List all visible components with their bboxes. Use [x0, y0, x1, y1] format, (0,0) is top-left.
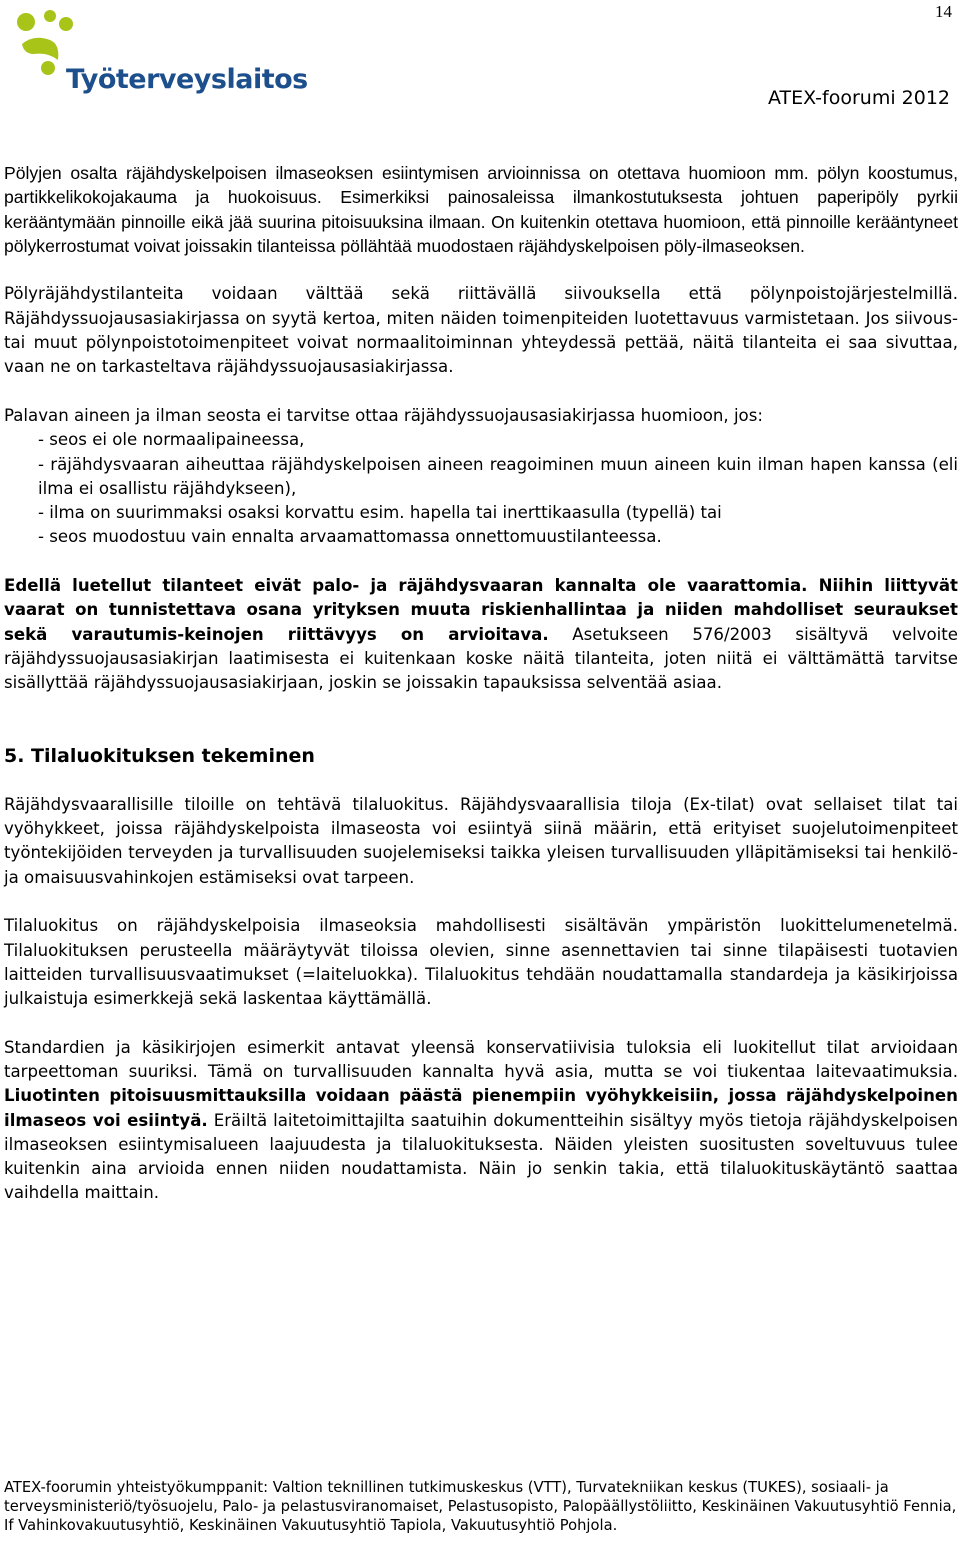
list-item: - seos muodostuu vain ennalta arvaamattomassa onnettomuustilanteessa. [38, 527, 662, 547]
forum-name: ATEX-foorumi 2012 [767, 87, 950, 109]
exceptions-list [4, 428, 958, 549]
paragraph-classification: Räjähdysvaarallisille tiloille on tehtävä tilaluokitus. Räjähdysvaarallisia tiloja (Ex-tilat) ovat sellaiset tilat tai vyöhykkeet, joissa räjähdyskelpoista ilmaseosta voi esiintyä siinä määrin, että erityiset suojelutoimenpiteet työntekijöiden terveyden ja turvallisuuden suojelemiseksi taikka yleisen turvallisuuden ylläpitämiseksi tai henkilö- ja omaisuusvahinkojen estämiseksi ovat tarpeen. [4, 794, 958, 887]
paragraph-dust-part-a: Pölyjen osalta räjähdyskelpoisen ilmaseoksen esiintymisen arvioinnissa on otettava huomioon mm. pölyn koostumus, partikkelikokojakauma ja huokoisuus. Esimerkiksi painosaleissa ilmankostutuksesta johtuen paperipöly pyrkii kerääntymään pinnoille eikä jää suurina pitoisuuksina ilmaan. [4, 163, 958, 232]
paragraph-standards [4, 1036, 958, 1206]
paragraph-exceptions-intro: Palavan aineen ja ilman seosta ei tarvitse ottaa räjähdyssuojausasiakirjassa huomioon, jos: [4, 405, 763, 425]
tyoterveyslaitos-logo [14, 8, 308, 98]
paragraph-risk [4, 574, 958, 695]
page-number: 14 [935, 2, 952, 21]
list-item: - ilma on suurimmaksi osaksi korvattu esim. hapella tai inerttikaasulla (typellä) tai [38, 503, 722, 523]
paragraph-classification-method: Tilaluokitus on räjähdyskelpoisia ilmaseoksia mahdollisesti sisältävän ympäristön luokittelumenetelmä. Tilaluokituksen perusteella määräytyvät tiloissa olevien, sinne asennettavien tai sinne tilapäisesti tuotavien laitteiden turvallisuusvaatimukset (=laiteluokka). Tilaluokitus tehdään noudattamalla standardeja ja käsikirjoissa julkaistuja esimerkkejä sekä laskentaa käyttämällä. [4, 916, 958, 1009]
paragraph-dust [4, 161, 958, 258]
paragraph-standards-part-a: Standardien ja käsikirjojen esimerkit antavat yleensä konservatiivisia tuloksia eli luokitellut tilat arvioidaan tarpeettoman suuriksi. Tämä on turvallisuuden kannalta hyvä asia, mutta se voi tiukentaa laitevaatimuksia. [4, 1037, 958, 1081]
footer-partners: ATEX-foorumin yhteistyökumppanit: Valtion teknillinen tutkimuskeskus (VTT), Turvatekniikan keskus (TUKES), sosiaali- ja terveysministeriö/työsuojelu, Palo- ja pelastusviranomaiset, Pelastusopisto, Palopäällystöliitto, Keskinäinen Vakuutusyhtiö Fennia, If Vahinkovakuutusyhtiö, Keskinäinen Vakuutusyhtiö Tapiola, Vakuutusyhtiö Pohjola. [4, 1479, 957, 1535]
paragraph-dust-prevention: Pölyräjähdystilanteita voidaan välttää sekä riittävällä siivouksella että pölynpoistojärjestelmillä. Räjähdyssuojausasiakirjassa on syytä kertoa, miten näiden toimenpiteiden luotettavuus varmistetaan. Jos siivous- tai muut pölynpoistotoimenpiteet voivat normaalitoiminnan yhteydessä pettää, näitä tilanteita ei saa sivuttaa, vaan ne on tarkasteltava räjähdyssuojausasiakirjassa. [4, 284, 958, 377]
paragraph-risk-rest: Asetukseen 576/2003 sisältyvä velvoite räjähdyssuojausasiakirjan laatimisesta ei kuitenkaan koske näitä tilanteita, joten niitä ei välttämättä tarvitse sisällyttää räjähdyssuojausasiakirjaan, joskin se joissakin tapauksissa selventää asiaa. [4, 624, 958, 693]
paragraph-standards-part-b: Eräiltä laitetoimittajilta saatuihin dokumentteihin sisältyy myös tietoja räjähdyskelpoisen ilmaseoksen esiintymisalueen laajuudesta ja tilaluokituksesta. Näiden yleisten suositusten soveltuvuus tulee kuitenkin aina arvioida ennen niiden noudattamista. Näin jo senkin takia, että tilaluokituskäytäntö saattaa vaihdella maittain. [4, 1110, 958, 1203]
paragraph-risk-bold: Edellä luetellut tilanteet eivät palo- ja räjähdysvaaran kannalta ole vaarattomia. Niihin liittyvät vaarat on tunnistettava osana yrityksen muuta riskienhallintaa ja niiden mahdolliset seuraukset sekä varautumis-keinojen riittävyys on arvioitava. [4, 576, 958, 644]
document-body [4, 161, 958, 1206]
logo-text: Työterveyslaitos [66, 64, 308, 95]
paragraph-dust-part-b: On kuitenkin otettava huomioon, että pinnoille kerääntyneet pölykerrostumat voivat joissakin tilanteissa pöllähtää muodostaen räjähdyskelpoisen pöly-ilmaseoksen. [4, 211, 959, 256]
list-item: - räjähdysvaaran aiheuttaa räjähdyskelpoisen aineen reagoiminen muun aineen kuin ilman hapen kanssa (eli ilma ei osallistu räjähdykseen), [38, 454, 958, 498]
list-item: - seos ei ole normaalipaineessa, [38, 430, 305, 450]
section-heading: 5. Tilaluokituksen tekeminen [4, 745, 315, 768]
paragraph-standards-bold: Liuotinten pitoisuusmittauksilla voidaan päästä pienempiin vyöhykkeisiin, jossa räjähdyskelpoinen ilmaseos voi esiintyä. [4, 1086, 958, 1130]
